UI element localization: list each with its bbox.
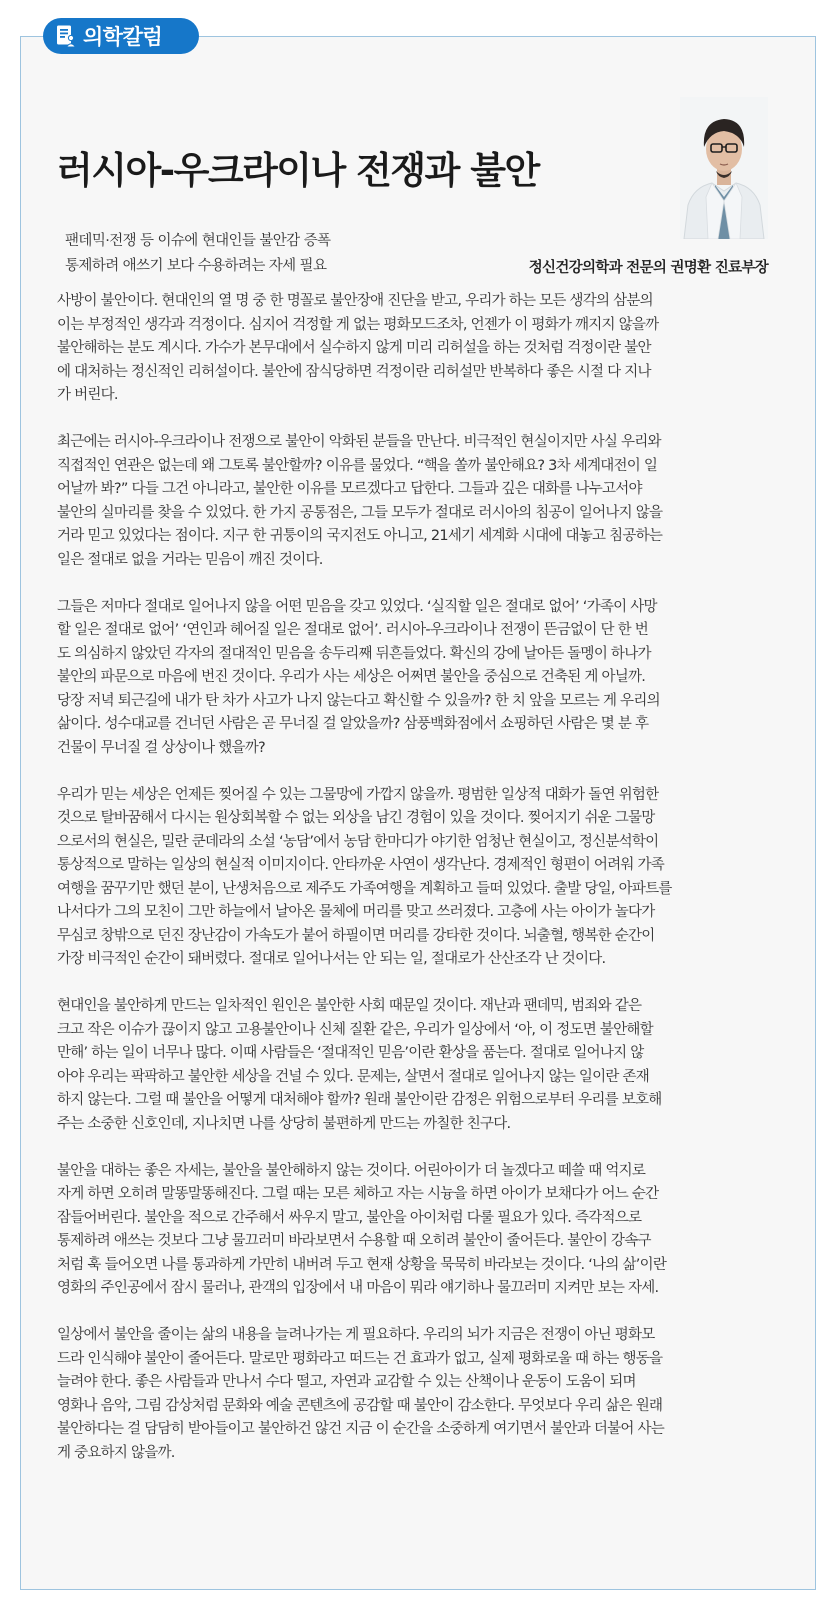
- text-line: 불안하다는 걸 담담히 받아들이고 불안하건 않건 지금 이 순간을 소중하게 여기면서 불안과 더불어 사는: [57, 1421, 664, 1437]
- text-line: 주는 소중한 신호인데, 지나치면 나를 상당히 불편하게 만드는 까칠한 친구다.: [57, 1115, 511, 1132]
- text-line: 사방이 불안이다. 현대인의 열 명 중 한 명꼴로 불안장애 진단을 받고, 우리가 하는 모든 생각의 삼분의: [57, 293, 653, 309]
- badge-label: 의학칼럼: [83, 25, 163, 49]
- text-line: 거라 믿고 있었다는 점이다. 지구 한 귀퉁이의 국지전도 아니고, 21세기 세계화 시대에 대놓고 침공하는: [57, 528, 663, 544]
- text-line: 드라 인식해야 불안이 줄어든다. 말로만 평화라고 떠드는 건 효과가 없고, 실제 평화로울 때 하는 행동을: [57, 1350, 663, 1367]
- text-line: 여행을 꿈꾸기만 했던 분이, 난생처음으로 제주도 가족여행을 계획하고 들떠 있었다. 출발 당일, 아파트를: [57, 880, 672, 897]
- text-line: 일은 절대로 없을 거라는 믿음이 깨진 것이다.: [57, 551, 323, 568]
- text-line: 게 중요하지 않을까.: [57, 1444, 175, 1461]
- text-line: 이는 부정적인 생각과 걱정이다. 심지어 걱정할 게 없는 평화모드조차, 언젠가 이 평화가 깨지지 않을까: [57, 316, 659, 333]
- text-line: 영화의 주인공에서 잠시 물러나, 관객의 입장에서 내 마음이 뭐라 얘기하나 물끄러미 지켜만 보는 자세.: [57, 1280, 659, 1296]
- text-line: 불안해하는 분도 계시다. 가수가 본무대에서 실수하지 않게 미리 리허설을 하는 것처럼 걱정이란 불안: [57, 340, 651, 356]
- paragraph: [57, 431, 783, 572]
- text-line: 가장 비극적인 순간이 돼버렸다. 절대로 일어나서는 안 되는 일, 절대로가 산산조각 난 것이다.: [57, 951, 606, 967]
- author-byline: 정신건강의학과 전문의 권명환 진료부장: [528, 260, 768, 276]
- text-line: 최근에는 러시아-우크라이나 전쟁으로 불안이 악화된 분들을 만난다. 비극적인 현실이지만 사실 우리와: [57, 434, 661, 450]
- text-line: 어날까 봐?” 다들 그건 아니라고, 불안한 이유를 모르겠다고 답한다. 그들과 깊은 대화를 나누고서야: [57, 481, 642, 497]
- text-line: 삶이다. 성수대교를 건너던 사람은 곧 무너질 걸 알았을까? 삼풍백화점에서 쇼핑하던 사람은 몇 분 후: [57, 716, 649, 732]
- article-subtitle: [65, 229, 330, 279]
- text-line: 건물이 무너질 걸 상상이나 했을까?: [57, 739, 265, 756]
- section-badge: [43, 18, 199, 54]
- paragraph: [57, 1324, 783, 1465]
- subtitle-line: 통제하려 애쓰기 보다 수용하려는 자세 필요: [65, 258, 327, 274]
- text-line: 통제하려 애쓰는 것보다 그냥 물끄러미 바라보면서 수용할 때 오히려 불안이 줄어든다. 불안이 강속구: [57, 1233, 651, 1249]
- text-line: 현대인을 불안하게 만드는 일차적인 원인은 불안한 사회 때문일 것이다. 재난과 팬데믹, 범죄와 같은: [57, 998, 642, 1014]
- text-line: 불안의 실마리를 찾을 수 있었다. 한 가지 공통점은, 그들 모두가 절대로 러시아의 침공이 일어나지 않을: [57, 504, 663, 521]
- text-line: 늘려야 한다. 좋은 사람들과 만나서 수다 떨고, 자연과 교감할 수 있는 산책이나 운동이 도움이 되며: [57, 1374, 636, 1390]
- paragraph: [57, 1160, 783, 1301]
- text-line: 가 버린다.: [57, 387, 118, 403]
- text-line: 불안을 대하는 좋은 자세는, 불안을 불안해하지 않는 것이다. 어린아이가 더 놀겠다고 떼쓸 때 억지로: [57, 1162, 646, 1179]
- text-line: 통상적으로 말하는 일상의 현실적 이미지이다. 안타까운 사연이 생각난다. 경제적인 형편이 어려워 가족: [57, 857, 664, 873]
- paragraph: [57, 596, 783, 761]
- text-line: 에 대처하는 정신적인 리허설이다. 불안에 잠식당하면 걱정이란 리허설만 반복하다 좋은 시절 다 지나: [57, 363, 651, 380]
- text-line: 우리가 믿는 세상은 언제든 찢어질 수 있는 그물망에 가깝지 않을까. 평범한 일상적 대화가 돌연 위험한: [57, 786, 659, 803]
- text-line: 도 의심하지 않았던 각자의 절대적인 믿음을 송두리째 뒤흔들었다. 확신의 강에 날아든 돌멩이 하나가: [57, 645, 651, 662]
- text-line: 아야 우리는 팍팍하고 불안한 세상을 건널 수 있다. 문제는, 살면서 절대로 일어나지 않는 일이란 존재: [57, 1068, 650, 1085]
- text-line: 무심코 창밖으로 던진 장난감이 가속도가 붙어 하필이면 머리를 강타한 것이다. 뇌출혈, 행복한 순간이: [57, 927, 655, 944]
- text-line: 크고 작은 이슈가 끊이지 않고 고용불안이나 신체 질환 같은, 우리가 일상에서 ‘아, 이 정도면 불안해할: [57, 1021, 653, 1038]
- article-title: 러시아-우크라이나 전쟁과 불안: [57, 149, 539, 192]
- document-person-icon: [55, 24, 77, 48]
- text-line: 그들은 저마다 절대로 일어나지 않을 어떤 믿음을 갖고 있었다. ‘실직할 일은 절대로 없어’ ‘가족이 사망: [57, 598, 657, 615]
- article-body: [57, 290, 783, 1489]
- text-line: 할 일은 절대로 없어’ ‘연인과 헤어질 일은 절대로 없어’. 러시아-우크라이나 전쟁이 뜬금없이 단 한 번: [57, 622, 648, 638]
- paragraph: [57, 290, 783, 408]
- text-line: 당장 저녁 퇴근길에 내가 탄 차가 사고가 나지 않는다고 확신할 수 있을까? 한 치 앞을 모르는 게 우리의: [57, 692, 660, 709]
- text-line: 일상에서 불안을 줄이는 삶의 내용을 늘려나가는 게 필요하다. 우리의 뇌가 지금은 전쟁이 아닌 평화모: [57, 1327, 655, 1343]
- text-line: 잠들어버린다. 불안을 적으로 간주해서 싸우지 말고, 불안을 아이처럼 다룰 필요가 있다. 즉각적으로: [57, 1209, 642, 1226]
- text-line: 불안의 파문으로 마음에 번진 것이다. 우리가 사는 세상은 어쩌면 불안을 중심으로 건축된 게 아닐까.: [57, 669, 646, 685]
- text-line: 자게 하면 오히려 말똥말똥해진다. 그럴 때는 모른 체하고 자는 시늉을 하면 아이가 보채다가 어느 순간: [57, 1186, 659, 1202]
- paragraph: [57, 784, 783, 972]
- text-line: 만해’ 하는 일이 너무나 많다. 이때 사람들은 ‘절대적인 믿음’이란 환상을 품는다. 절대로 일어나지 않: [57, 1045, 644, 1061]
- text-line: 처럼 훅 들어오면 나를 통과하게 가만히 내버려 두고 현재 상황을 묵묵히 바라보는 것이다. ‘나의 삶’이란: [57, 1256, 667, 1273]
- text-line: 하지 않는다. 그럴 때 불안을 어떻게 대처해야 할까? 원래 불안이란 감정은 위험으로부터 우리를 보호해: [57, 1092, 662, 1108]
- text-line: 것으로 탈바꿈해서 다시는 원상회복할 수 없는 외상을 남긴 경험이 있을 것이다. 찢어지기 쉬운 그물망: [57, 810, 655, 826]
- subtitle-line: 팬데믹·전쟁 등 이슈에 현대인들 불안감 증폭: [65, 233, 331, 249]
- paragraph: [57, 995, 783, 1136]
- text-line: 직접적인 연관은 없는데 왜 그토록 불안할까? 이유를 물었다. “핵을 쏠까 불안해요? 3차 세계대전이 일: [57, 457, 658, 474]
- author-portrait-image: [680, 97, 768, 239]
- text-line: 영화나 음악, 그림 감상처럼 문화와 예술 콘텐츠에 공감할 때 불안이 감소한다. 무엇보다 우리 삶은 원래: [57, 1397, 663, 1414]
- text-line: 나서다가 그의 모친이 그만 하늘에서 날아온 물체에 머리를 맞고 쓰러졌다. 고층에 사는 아이가 놀다가: [57, 904, 655, 920]
- text-line: 으로서의 현실은, 밀란 쿤데라의 소설 ‘농담’에서 농담 한마디가 야기한 엄청난 현실이고, 정신분석학이: [57, 833, 659, 850]
- author-photo: [680, 97, 768, 239]
